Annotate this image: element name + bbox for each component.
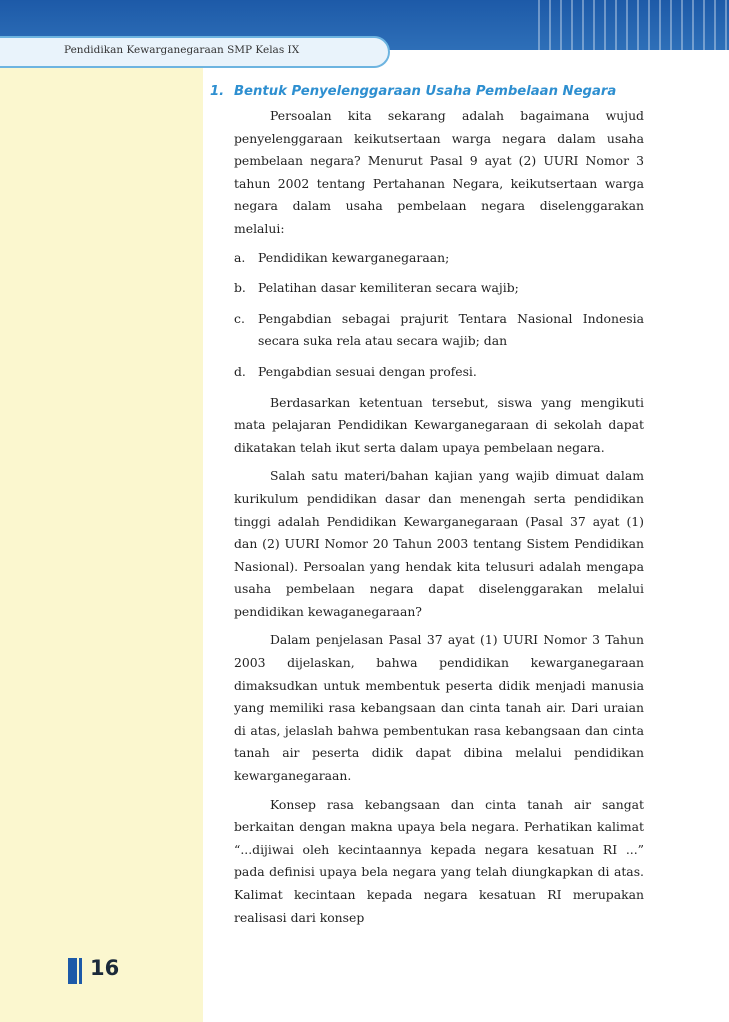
list-marker: a. <box>234 249 246 265</box>
page-number-marker <box>68 958 82 984</box>
intro-paragraph: Persoalan kita sekarang adalah bagaimana wujud penyelenggaraan keikutsertaan warga negara dalam usaha pembelaan negara? Menurut Pasal 9 ayat (2) UURI Nomor 3 tahun 2002 tentang Pertahanan Negara, keikutsertaan warga negara dalam usaha pembelaan negara diselenggarakan melalui: <box>234 108 644 236</box>
left-margin-panel <box>0 68 203 1022</box>
body-paragraph: Konsep rasa kebangsaan dan cinta tanah air sangat berkaitan dengan makna upaya bela negara. Perhatikan kalimat “...dijiwai oleh kecintaannya kepada negara kesatuan RI ...” pada definisi upaya bela negara yang telah diungkapkan di atas. Kalimat kecintaan kepada negara kesatuan RI merupakan realisasi dari konsep <box>234 796 644 925</box>
list-item-text: Pelatihan dasar kemiliteran secara wajib; <box>258 280 519 296</box>
body-paragraph: Salah satu materi/bahan kajian yang wajib dimuat dalam kurikulum pendidikan dasar dan menengah serta pendidikan tinggi adalah Pendidikan Kewarganegaraan (Pasal 37 ayat (1) dan (2) UURI Nomor 20 Tahun 2003 tentang Sistem Pendidikan Nasional). Persoalan yang hendak kita telusuri adalah mengapa usaha pembelaan negara dapat diselenggarakan melalui pendidikan kewaganegaraan? <box>234 468 644 619</box>
list-marker: d. <box>234 363 246 379</box>
section-heading <box>210 84 644 99</box>
list-item-text: Pengabdian sesuai dengan profesi. <box>258 363 477 379</box>
list-item <box>234 308 644 353</box>
list-item-text: Pendidikan kewarganegaraan; <box>258 249 450 265</box>
body-paragraph: Dalam penjelasan Pasal 37 ayat (1) UURI Nomor 3 Tahun 2003 dijelaskan, bahwa pendidikan kewarganegaraan dimaksudkan untuk membentuk peserta didik menjadi manusia yang memiliki rasa kebangsaan dan cinta tanah air. Dari uraian di atas, jelaslah bahwa pembentukan rasa kebangsaan dan cinta tanah air peserta didik dapat dibina melalui pendidikan kewarganegaraan. <box>234 632 644 784</box>
decorative-stripes <box>529 0 729 50</box>
body-paragraph: Berdasarkan ketentuan tersebut, siswa yang mengikuti mata pelajaran Pendidikan Kewarganegaraan di sekolah dapat dikatakan telah ikut serta dalam upaya pembelaan negara. <box>234 394 644 455</box>
participation-list <box>234 247 644 384</box>
page-number: 16 <box>90 956 120 980</box>
section-title: Bentuk Penyelenggaraan Usaha Pembelaan Negara <box>234 84 617 99</box>
list-item-text: Pengabdian sebagai prajurit Tentara Nasional Indonesia secara suka rela atau secara wajib; dan <box>258 310 644 349</box>
list-item <box>234 361 644 384</box>
list-marker: c. <box>234 310 245 326</box>
main-content <box>210 84 644 935</box>
section-number: 1. <box>210 84 225 99</box>
running-header-title: Pendidikan Kewarganegaraan SMP Kelas IX <box>64 44 300 56</box>
list-marker: b. <box>234 280 246 296</box>
list-item <box>234 247 644 270</box>
list-item <box>234 277 644 300</box>
